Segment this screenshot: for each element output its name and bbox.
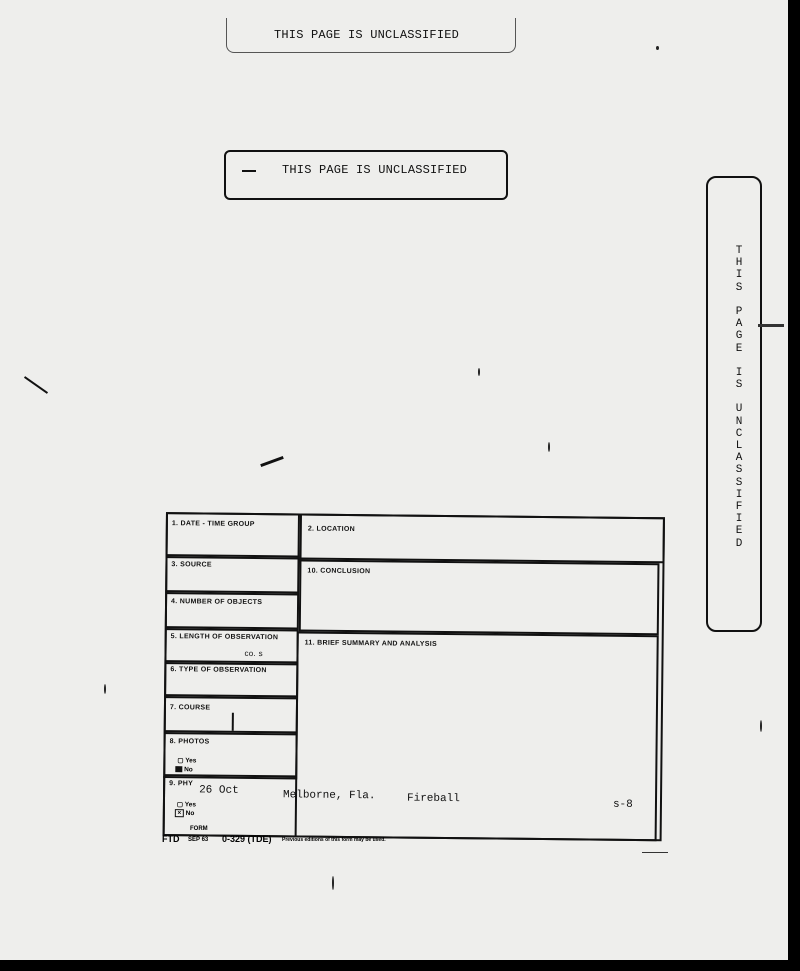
vertical-letter: [731, 294, 747, 306]
top-classification-header: THIS PAGE IS UNCLASSIFIED: [274, 28, 460, 42]
vertical-letter: S: [735, 476, 743, 489]
scan-mark: [260, 456, 284, 467]
speck: [548, 442, 550, 452]
vertical-letter: H: [735, 257, 743, 270]
physical-yes-option[interactable]: ▢ Yes: [176, 801, 197, 809]
form-word: FORM: [190, 826, 208, 832]
vertical-letter: E: [735, 342, 743, 355]
scan-mark: [758, 324, 784, 327]
typed-location: Melborne, Fla.: [282, 789, 376, 803]
location-label: 2. LOCATION: [307, 525, 355, 534]
length-cell: [164, 628, 298, 663]
summary-cell: [295, 631, 659, 841]
type-cell: [164, 662, 298, 697]
conclusion-cell: [299, 559, 660, 635]
physical-no-option[interactable]: [175, 809, 195, 817]
photos-yes-option[interactable]: ▢ Yes: [177, 757, 197, 765]
speck: [332, 876, 334, 890]
physical-no-label: No: [185, 810, 195, 818]
source-label: 3. SOURCE: [171, 561, 212, 569]
typed-date: 26 Oct: [199, 784, 239, 797]
course-mark: [232, 713, 234, 731]
course-label: 7. COURSE: [169, 704, 211, 712]
typed-reference: s-8: [612, 798, 633, 811]
vertical-letter: T: [735, 245, 743, 257]
vertical-letter: A: [735, 318, 743, 331]
length-label: 5. LENGTH OF OBSERVATION: [170, 633, 279, 642]
speck: [656, 46, 659, 50]
vertical-letter: D: [735, 537, 743, 550]
speck: [760, 720, 762, 732]
summary-label: 11. BRIEF SUMMARY AND ANALYSIS: [304, 639, 437, 648]
date-time-label: 1. DATE - TIME GROUP: [171, 520, 255, 528]
course-cell: [164, 696, 298, 733]
vertical-letter: G: [735, 330, 743, 343]
vertical-letter: S: [735, 379, 743, 392]
vertical-letter: N: [735, 415, 743, 428]
vertical-letter: P: [735, 305, 743, 318]
scan-mark: [642, 852, 668, 853]
vertical-letter: U: [735, 403, 743, 416]
previous-editions-note: Previous editions of this form may be used.: [282, 837, 386, 843]
vertical-letter: I: [735, 366, 743, 379]
ftd-label: FTD: [162, 834, 180, 844]
objects-cell: [165, 592, 299, 629]
vertical-letter: E: [735, 525, 743, 538]
sep-date: SEP 63: [188, 837, 209, 843]
photos-label: 8. PHOTOS: [169, 738, 210, 746]
form-footer: [162, 824, 462, 854]
scan-mark: [24, 376, 48, 394]
source-cell: [165, 556, 299, 593]
location-cell: [300, 513, 665, 563]
dash-mark: [242, 170, 256, 172]
length-value: co. s: [244, 648, 263, 659]
form-number: 0-329 (TDE): [222, 834, 272, 844]
physical-label: 9. PHY: [169, 780, 194, 788]
type-label: 6. TYPE OF OBSERVATION: [170, 666, 267, 675]
vertical-letter: F: [735, 500, 743, 513]
x-box-icon: ✕: [175, 809, 184, 817]
vertical-letter: S: [735, 281, 743, 294]
photos-no-option[interactable]: [175, 766, 193, 773]
vertical-classification-header: [731, 245, 747, 550]
checked-box-icon: [175, 766, 182, 772]
speck: [478, 368, 480, 376]
objects-label: 4. NUMBER OF OBJECTS: [171, 598, 263, 607]
vertical-letter: S: [735, 464, 743, 477]
vertical-letter: I: [735, 488, 743, 501]
date-time-cell: [166, 512, 300, 557]
photos-cell: [163, 732, 297, 777]
vertical-letter: C: [735, 427, 743, 440]
conclusion-label: 10. CONCLUSION: [307, 567, 371, 576]
vertical-letter: A: [735, 452, 743, 465]
typed-type: Fireball: [406, 792, 460, 806]
middle-classification-header: THIS PAGE IS UNCLASSIFIED: [282, 163, 468, 177]
vertical-letter: I: [735, 269, 743, 282]
vertical-letter: [731, 355, 747, 367]
project-card-form: [157, 512, 665, 841]
speck: [104, 684, 106, 694]
vertical-letter: L: [735, 440, 743, 452]
vertical-letter: [731, 391, 747, 403]
photos-no-label: No: [184, 766, 193, 774]
vertical-letter: I: [735, 513, 743, 526]
